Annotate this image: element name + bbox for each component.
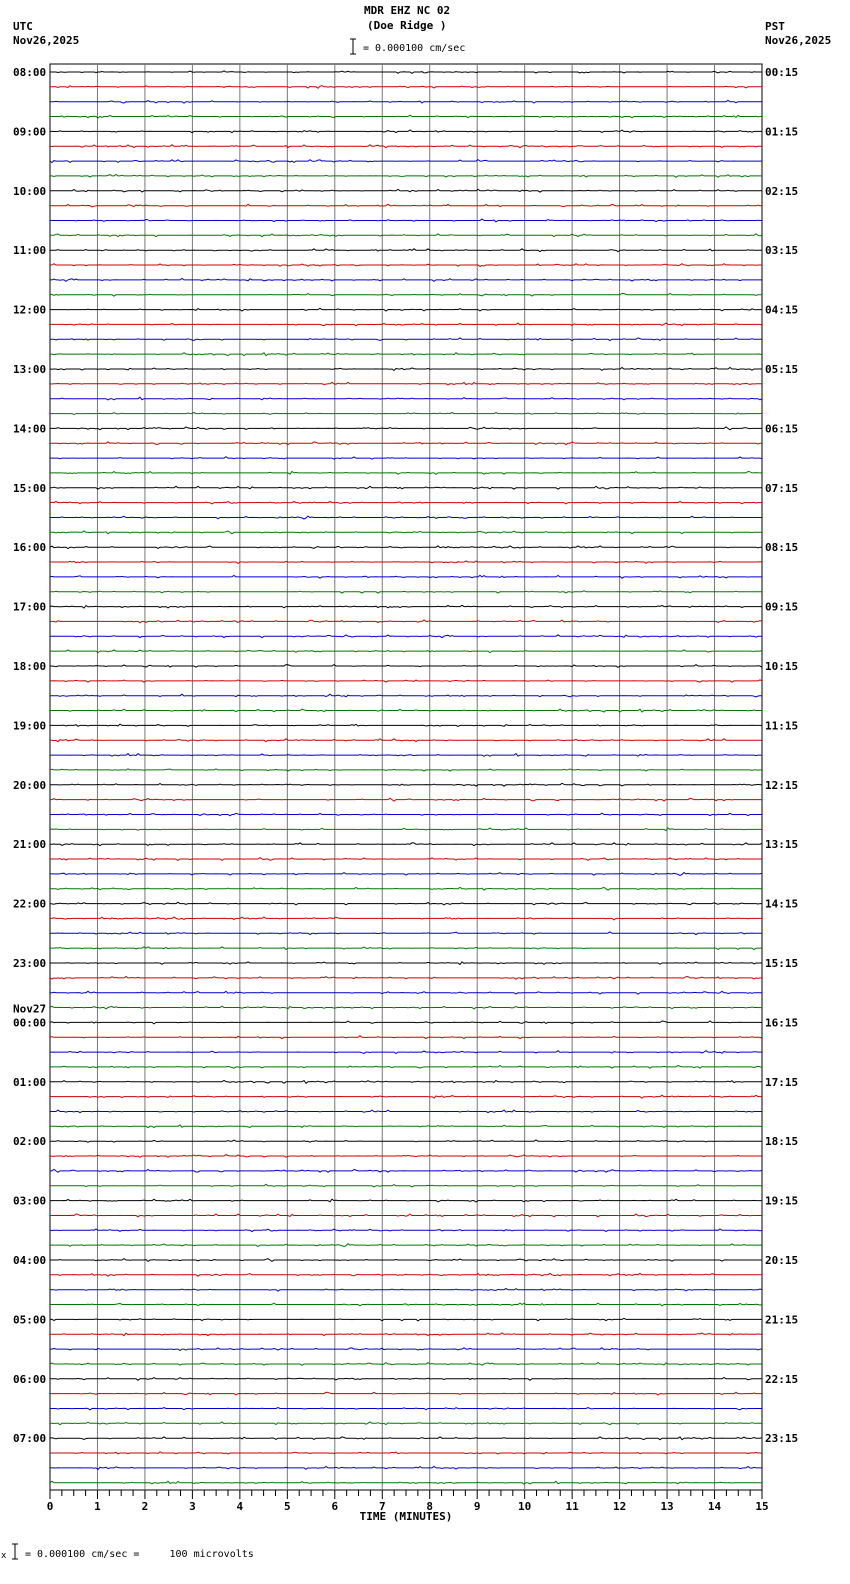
seismic-trace: [50, 1452, 762, 1454]
pst-time-label: 18:15: [765, 1135, 799, 1149]
seismic-trace: [50, 1125, 762, 1128]
seismic-trace: [50, 724, 762, 726]
pst-time-label: 17:15: [765, 1075, 799, 1089]
seismic-trace: [50, 264, 762, 267]
utc-hour-label: 01:00: [13, 1075, 47, 1089]
x-tick-label: 13: [660, 1500, 674, 1513]
pst-time-label: 10:15: [765, 660, 799, 673]
pst-time-label: 00:15: [765, 66, 799, 79]
utc-hour-label: 21:00: [13, 838, 47, 852]
pst-time-label: 07:15: [765, 481, 799, 495]
seismic-trace: [50, 991, 762, 994]
utc-hour-label: 05:00: [13, 1313, 47, 1327]
seismic-trace: [50, 145, 762, 148]
pst-time-label: 06:15: [765, 422, 799, 436]
seismic-trace: [50, 412, 762, 414]
footer-scale-bar-icon: [9, 1543, 21, 1561]
x-tick-label: 0: [46, 1500, 54, 1513]
pst-time-label: 21:15: [765, 1313, 799, 1327]
utc-hour-label: 19:00: [13, 719, 47, 733]
seismic-trace: [50, 1169, 762, 1172]
seismic-trace: [50, 650, 762, 653]
seismic-trace: [50, 1363, 762, 1366]
utc-date-label: Nov27: [13, 1002, 47, 1016]
seismic-trace: [50, 917, 762, 920]
seismic-trace: [50, 457, 762, 460]
pst-time-label: 13:15: [765, 838, 799, 852]
x-tick-label: 12: [612, 1500, 627, 1513]
seismic-trace: [50, 1318, 762, 1321]
station-location: (Doe Ridge ): [367, 19, 447, 32]
seismic-trace: [50, 1006, 762, 1009]
seismic-trace: [50, 561, 762, 564]
pst-label: PST: [765, 20, 785, 33]
pst-time-label: 23:15: [765, 1432, 799, 1446]
x-tick-label: 7: [378, 1500, 386, 1513]
seismic-trace: [50, 828, 762, 831]
x-tick-label: 3: [189, 1500, 196, 1513]
seismic-trace: [50, 962, 762, 965]
seismic-trace: [50, 1051, 762, 1054]
seismic-trace: [50, 1273, 762, 1276]
seismic-trace: [50, 130, 762, 133]
utc-hour-label: 02:00: [13, 1135, 47, 1149]
x-tick-label: 8: [426, 1500, 434, 1513]
seismic-trace: [50, 249, 762, 252]
seismic-trace: [50, 798, 762, 801]
seismic-trace: [50, 873, 762, 876]
seismic-trace: [50, 368, 762, 371]
utc-hour-label: 20:00: [13, 778, 47, 792]
pst-time-label: 02:15: [765, 184, 799, 198]
utc-hour-label: 03:00: [13, 1194, 47, 1208]
seismic-trace: [50, 769, 762, 771]
station-title: MDR EHZ NC 02: [364, 4, 451, 17]
seismic-trace: [50, 887, 762, 890]
seismic-trace: [50, 1259, 762, 1262]
seismic-trace: [50, 858, 762, 861]
seismic-trace: [50, 694, 762, 697]
seismic-trace: [50, 605, 762, 608]
seismic-trace: [50, 1333, 762, 1336]
seismic-trace: [50, 813, 762, 816]
seismic-trace: [50, 665, 762, 668]
seismic-trace: [50, 1303, 762, 1306]
footer-scale-text: = 0.000100 cm/sec = 100 microvolts: [25, 1549, 254, 1560]
seismic-trace: [50, 204, 762, 207]
seismic-trace: [50, 783, 762, 786]
utc-hour-label: 10:00: [13, 184, 47, 198]
pst-time-label: 22:15: [765, 1372, 799, 1386]
x-tick-label: 5: [284, 1500, 291, 1513]
seismic-trace: [50, 1140, 762, 1142]
pst-date: Nov26,2025: [765, 34, 832, 47]
utc-date: Nov26,2025: [13, 34, 80, 47]
seismic-trace: [50, 1289, 762, 1292]
x-axis-title: TIME (MINUTES): [359, 1510, 453, 1523]
utc-hour-label: 23:00: [13, 957, 47, 970]
seismic-trace: [50, 1214, 762, 1217]
seismic-trace: [50, 1392, 762, 1395]
seismic-trace: [50, 382, 762, 385]
seismic-trace: [50, 754, 762, 757]
x-tick-label: 9: [473, 1500, 481, 1513]
seismic-trace: [50, 1021, 762, 1024]
seismic-trace: [50, 323, 762, 326]
utc-hour-label: 07:00: [13, 1432, 47, 1446]
seismic-trace: [50, 902, 762, 905]
seismic-trace: [50, 1378, 762, 1381]
pst-time-label: 05:15: [765, 363, 799, 376]
seismic-trace: [50, 1155, 762, 1158]
utc-hour-label: 04:00: [13, 1254, 47, 1267]
x-tick-label: 2: [141, 1500, 149, 1513]
pst-time-label: 04:15: [765, 303, 799, 317]
pst-time-label: 15:15: [765, 957, 799, 970]
seismic-trace: [50, 427, 762, 430]
seismic-trace: [50, 620, 762, 623]
seismic-trace: [50, 160, 762, 163]
seismic-trace: [50, 516, 762, 519]
pst-time-label: 01:15: [765, 125, 799, 139]
x-tick-label: 6: [331, 1500, 339, 1513]
pst-time-label: 11:15: [765, 719, 799, 733]
seismic-trace: [50, 1080, 762, 1083]
pst-time-label: 16:15: [765, 1016, 799, 1030]
seismic-trace: [50, 486, 762, 489]
plot-frame: [50, 64, 762, 1490]
x-tick-label: 14: [707, 1500, 722, 1513]
seismic-trace: [50, 472, 762, 475]
seismic-trace: [50, 680, 762, 682]
utc-hour-label: 18:00: [13, 660, 47, 673]
seismic-trace: [50, 1110, 762, 1113]
utc-hour-label: 11:00: [13, 244, 47, 258]
seismic-trace: [50, 293, 762, 296]
seismic-trace: [50, 100, 762, 103]
seismic-trace: [50, 739, 762, 742]
seismic-trace: [50, 1036, 762, 1039]
x-tick-label: 10: [518, 1500, 532, 1513]
seismic-trace: [50, 546, 762, 549]
seismic-trace: [50, 591, 762, 594]
pst-time-label: 19:15: [765, 1194, 799, 1208]
utc-hour-label: 17:00: [13, 600, 47, 614]
seismic-trace: [50, 175, 762, 178]
seismic-trace: [50, 932, 762, 935]
utc-hour-label: 06:00: [13, 1372, 47, 1386]
utc-hour-label: 16:00: [13, 541, 47, 555]
pst-time-label: 03:15: [765, 244, 799, 258]
seismic-trace: [50, 1229, 762, 1232]
utc-hour-label: 15:00: [13, 481, 47, 495]
utc-hour-label: 12:00: [13, 303, 47, 317]
x-tick-label: 11: [565, 1500, 579, 1513]
utc-hour-label: 08:00: [13, 66, 47, 79]
pst-time-label: 14:15: [765, 897, 799, 911]
utc-hour-label: 00:00: [13, 1016, 47, 1030]
seismic-trace: [50, 843, 762, 846]
seismic-trace: [50, 1348, 762, 1351]
seismic-trace: [50, 442, 762, 445]
footer-marker: x: [1, 1551, 7, 1561]
seismic-trace: [50, 1184, 762, 1187]
pst-time-label: 20:15: [765, 1254, 799, 1267]
seismic-trace: [50, 1244, 762, 1247]
seismic-trace: [50, 635, 762, 638]
seismic-trace: [50, 353, 762, 356]
seismic-trace: [50, 1199, 762, 1202]
utc-hour-label: 13:00: [13, 363, 47, 376]
scale-text: = 0.000100 cm/sec: [363, 43, 466, 54]
seismic-trace: [50, 308, 762, 311]
x-tick-label: 1: [94, 1500, 101, 1513]
seismic-trace: [50, 219, 762, 222]
seismic-trace: [50, 1422, 762, 1425]
seismic-trace: [50, 575, 762, 578]
seismic-trace: [50, 189, 762, 192]
seismic-trace: [50, 71, 762, 74]
seismic-trace: [50, 709, 762, 712]
seismic-trace: [50, 1481, 762, 1484]
seismic-trace: [50, 338, 762, 341]
utc-hour-label: 14:00: [13, 422, 47, 436]
pst-time-label: 12:15: [765, 778, 799, 792]
x-tick-label: 15: [755, 1500, 769, 1513]
pst-time-label: 09:15: [765, 600, 799, 614]
seismic-trace: [50, 531, 762, 534]
seismic-trace: [50, 1066, 762, 1069]
seismic-trace: [50, 234, 762, 237]
seismic-trace: [50, 947, 762, 950]
seismic-trace: [50, 501, 762, 504]
seismic-trace: [50, 86, 762, 89]
utc-hour-label: 09:00: [13, 125, 47, 139]
pst-time-label: 08:15: [765, 541, 799, 555]
x-tick-label: 4: [236, 1500, 244, 1513]
utc-hour-label: 22:00: [13, 897, 47, 911]
seismic-trace: [50, 977, 762, 980]
seismic-trace: [50, 115, 762, 118]
seismic-trace: [50, 1095, 762, 1098]
seismic-trace: [50, 278, 762, 281]
seismic-trace: [50, 1408, 762, 1410]
seismic-trace: [50, 1466, 762, 1469]
utc-label: UTC: [13, 20, 33, 33]
seismic-trace: [50, 1437, 762, 1440]
seismic-trace: [50, 397, 762, 400]
